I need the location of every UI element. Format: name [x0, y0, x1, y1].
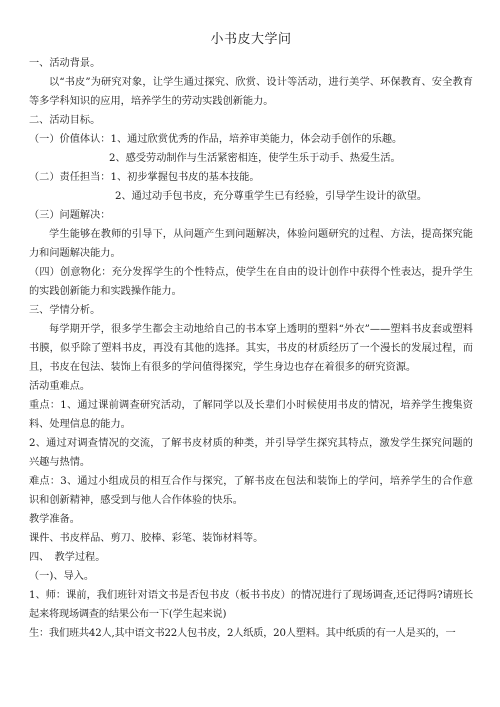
- goal-responsibility-1: （二）责任担当：1、初步掌握包书皮的基本技能。: [29, 172, 260, 183]
- section-heading-process: 四、 教学过程。: [29, 552, 106, 563]
- goal-value-1: （一）价值体认：1、通过欣赏优秀的作品，培养审美能力，体会动手创作的乐趣。: [29, 134, 403, 145]
- section-heading-analysis: 三、学情分析。: [29, 305, 101, 316]
- goal-responsibility-2: 2、通过动手包书皮，充分尊重学生已有经验，引导学生设计的欲望。: [115, 191, 428, 202]
- section-heading-goals: 二、活动目标。: [29, 115, 101, 126]
- goal-value-2: 2、感受劳动制作与生活紧密相连，使学生乐于动手、热爱生活。: [109, 153, 401, 164]
- goal-creative-paragraph: （四）创意物化：充分发挥学生的个性特点，使学生在自由的设计创作中获得个性表达，提升学生的实践创新能力和实践操作能力。: [29, 267, 473, 297]
- focus-heading: 活动重难点。: [29, 381, 91, 392]
- document-page: [29, 30, 473, 643]
- focus-point-1: 重点：1、通过课前调查研究活动，了解同学以及长辈们小时候使用书皮的情况，培养学生搜集资料、处理信息的能力。: [29, 400, 473, 430]
- goal-problem-heading: （三）问题解决：: [29, 210, 111, 221]
- difficulty-point-3: 难点：3、通过小组成员的相互合作与探究，了解书皮在包法和装饰上的学问，培养学生的合作意识和创新精神，感受到与他人合作体验的快乐。: [29, 476, 473, 506]
- student-dialogue-1: 生：我们班共42人,其中语文书22人包书皮，2人纸质，20人塑料。其中纸质的有一人是买的，一: [29, 628, 456, 639]
- preparation-heading: 教学准备。: [29, 514, 80, 525]
- preparation-items: 课件、书皮样品、剪刀、胶棒、彩笔、装饰材料等。: [29, 533, 264, 544]
- goal-problem-paragraph: 学生能够在教师的引导下，从问题产生到问题解决，体验问题研究的过程、方法，提高探究能力和问题解决能力。: [29, 229, 473, 259]
- analysis-paragraph: 每学期开学，很多学生都会主动地给自己的书本穿上透明的塑料“外衣”——塑料书皮套或塑料书膜，似乎除了塑料书皮，再没有其他的选择。其实，书皮的材质经历了一个漫长的发展过程，而且，书皮在包法、装饰上有很多的学问值得探究，学生身边也存在着很多的研究资源。: [29, 324, 473, 373]
- document-title: 小书皮大学问: [210, 32, 292, 47]
- focus-point-2: 2、通过对调查情况的交流，了解书皮材质的种类，并引导学生探究其特点，激发学生探究问题的兴趣与热情。: [29, 438, 473, 468]
- background-paragraph: 以“书皮”为研究对象，让学生通过探究、欣赏、设计等活动，进行美学、环保教育、安全教育等多学科知识的应用，培养学生的劳动实践创新能力。: [29, 77, 473, 107]
- section-heading-background: 一、活动背景。: [29, 58, 101, 69]
- teacher-dialogue-1: 1、师：课前，我们班针对语文书是否包书皮（板书书皮）的情况进行了现场调查,还记得吗?请班长起来将现场调查的结果公布一下(学生起来说): [29, 590, 473, 620]
- process-intro-heading: （一)、导入。: [29, 571, 95, 582]
